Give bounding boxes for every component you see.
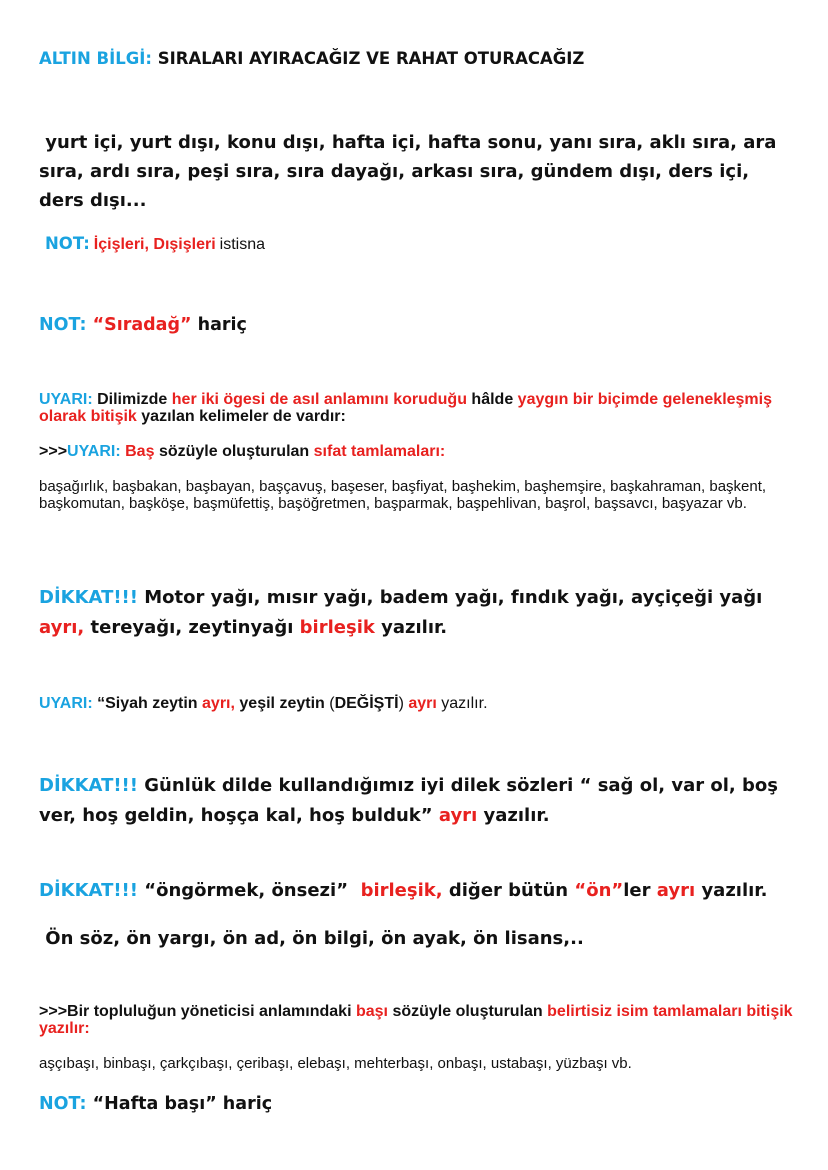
caution-dilek <box>39 771 792 831</box>
note3-label: NOT: <box>39 1094 87 1114</box>
warning4-prefix: >>> <box>39 1003 68 1020</box>
warning-bas <box>39 443 798 461</box>
page-title <box>39 49 798 68</box>
note2-label: NOT: <box>39 315 87 335</box>
warning4-t1: Bir topluluğun yöneticisi anlamındaki <box>67 1003 352 1020</box>
caution2-t1: Günlük dilde kullandığımız iyi dilek sözleri “ sağ ol, var ol, boş ver, hoş geldin, hoşça kal, hoş bulduk” <box>39 775 778 826</box>
warning1-t3: yazılan kelimeler de vardır: <box>141 408 346 425</box>
warning3-t2: yeşil zeytin <box>239 695 325 712</box>
caution1-t3: yazılır. <box>381 617 448 638</box>
warning-basi <box>39 1003 798 1037</box>
caution3-label: DİKKAT!!! <box>39 880 138 901</box>
warning3-t4: DEĞİŞTİ <box>334 695 399 712</box>
warning-bitisik <box>39 391 798 425</box>
warning3-r1: ayrı, <box>202 695 235 712</box>
caution2-label: DİKKAT!!! <box>39 775 138 796</box>
caution1-r1: ayrı, <box>39 617 85 638</box>
note-siradag <box>39 315 798 335</box>
warning4-r1: başı <box>355 1003 388 1020</box>
warning3-t3: ( <box>329 695 335 712</box>
warning1-r1: her iki ögesi de asıl anlamını koruduğu <box>171 391 467 408</box>
warning1-t2: hâlde <box>471 391 514 408</box>
warning2-label: UYARI: <box>67 443 121 460</box>
bas-words: başağırlık, başbakan, başbayan, başçavuş, başeser, başfiyat, başhekim, başhemşire, başkahraman, başkent, başkomutan, başköşe, başmüfettiş, başöğretmen, başparmak, başpehlivan, başrol, başsavcı, başyazar vb. <box>39 478 767 512</box>
caution-on <box>39 880 798 901</box>
caution1-r2: birleşik <box>299 617 375 638</box>
note-icisleri <box>45 234 798 254</box>
warning3-t5: ) <box>398 695 404 712</box>
intro-text: yurt içi, yurt dışı, konu dışı, hafta içi, hafta sonu, yanı sıra, aklı sıra, ara sıra, ardı sıra, peşi sıra, sıra dayağı, arkası sıra, gündem dışı, ders içi, ders dışı... <box>39 132 777 211</box>
note3-rest: hariç <box>222 1094 273 1114</box>
warning4-r2: belirtisiz isim tamlamaları bitişik yazılır: <box>39 1003 793 1037</box>
caution1-label: DİKKAT!!! <box>39 587 138 608</box>
on-words: Ön söz, ön yargı, ön ad, ön bilgi, ön ayak, ön lisans,.. <box>45 928 584 949</box>
warning3-t6: yazılır. <box>441 695 488 712</box>
warning3-r2: ayrı <box>408 695 437 712</box>
note2-rest: hariç <box>197 315 247 335</box>
warning-zeytin <box>39 695 798 713</box>
title-label: ALTIN BİLGİ: <box>39 49 153 68</box>
note-hafta-basi <box>39 1094 798 1114</box>
basi-words-list <box>39 1055 798 1072</box>
on-words-list <box>39 928 798 949</box>
note1-rest: istisna <box>219 236 266 253</box>
warning2-t1: sözüyle oluşturulan <box>158 443 310 460</box>
warning1-t1: Dilimizde <box>97 391 168 408</box>
note3-word: “Hafta başı” <box>92 1094 217 1114</box>
caution1-t2: tereyağı, zeytinyağı <box>90 617 294 638</box>
warning3-label: UYARI: <box>39 695 93 712</box>
caution3-r3: ayrı <box>656 880 696 901</box>
caution1-t1: Motor yağı, mısır yağı, badem yağı, fındık yağı, ayçiçeği yağı <box>144 587 763 608</box>
note1-words: İçişleri, Dışişleri <box>93 236 216 253</box>
bas-words-list <box>39 478 802 512</box>
caution3-t3: ler <box>623 880 651 901</box>
caution3-t1: “öngörmek, önsezi” <box>144 880 349 901</box>
caution2-t2: yazılır. <box>483 805 550 826</box>
caution3-t2: diğer bütün <box>448 880 569 901</box>
warning4-t2: sözüyle oluşturulan <box>392 1003 543 1020</box>
warning1-label: UYARI: <box>39 391 93 408</box>
warning1-r2: yaygın bir biçimde gelenekleşmiş olarak bitişik <box>39 391 772 425</box>
warning2-r1: Baş <box>125 443 155 460</box>
warning3-t1: “Siyah zeytin <box>97 695 198 712</box>
warning2-r2: sıfat tamlamaları: <box>313 443 446 460</box>
caution3-t4: yazılır. <box>701 880 768 901</box>
warning2-prefix: >>> <box>39 443 68 460</box>
note1-label: NOT: <box>45 234 90 253</box>
title-text: SIRALARI AYIRACAĞIZ VE RAHAT OTURACAĞIZ <box>157 49 585 68</box>
basi-words: aşçıbaşı, binbaşı, çarkçıbaşı, çeribaşı, elebaşı, mehterbaşı, onbaşı, ustabaşı, yüzbaşı vb. <box>39 1055 632 1072</box>
caution3-r2: “ön” <box>574 880 624 901</box>
caution3-r1: birleşik, <box>360 880 443 901</box>
caution-yag <box>39 583 788 643</box>
caution2-r1: ayrı <box>438 805 478 826</box>
intro-paragraph <box>39 128 792 215</box>
note2-word: “Sıradağ” <box>92 315 192 335</box>
